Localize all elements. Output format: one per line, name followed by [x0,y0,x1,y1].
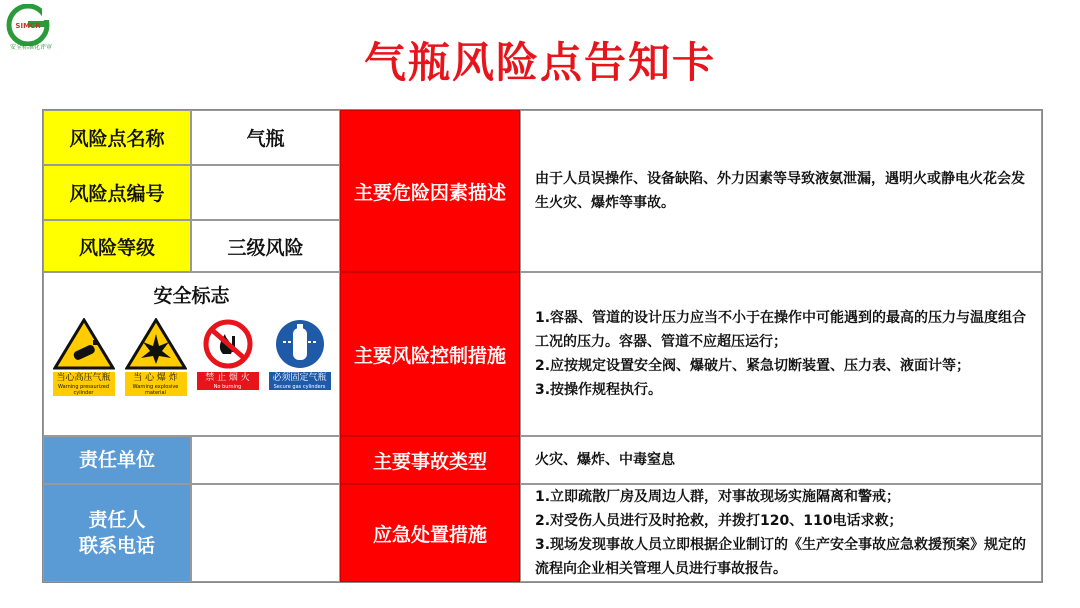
risk-code-value [191,165,340,220]
emergency-label: 应急处置措施 [340,484,520,582]
responsible-unit-label: 责任单位 [43,436,191,484]
contact-label-line1: 责任人 [88,509,146,531]
sign-caption: 禁 止 烟 火 No burning [197,372,259,390]
contact-value [191,484,340,582]
risk-code-label: 风险点编号 [43,165,191,220]
sign-explosion [125,318,187,396]
sign-caption: 当 心 爆 炸 Warning explosive material [125,372,187,396]
sign-no-burning [197,318,259,396]
control-label: 主要风险控制措施 [340,272,520,436]
secure-cylinders-icon [269,318,331,370]
no-burning-icon [197,318,259,370]
control-line-2: 2.应按规定设置安全阀、爆破片、紧急切断装置、压力表、液面计等； [535,358,971,374]
contact-label-line2: 联系电话 [78,535,155,557]
logo-text: 安全标准化评审 [9,44,52,51]
emergency-text [520,484,1042,582]
accident-type-text: 火灾、爆炸、中毒窒息 [520,436,1042,484]
risk-card [42,109,1043,583]
accident-type-label: 主要事故类型 [340,436,520,484]
sign-pressurized-cylinder [53,318,115,396]
pressurized-cylinder-warning-icon [53,318,115,370]
sign-secure-cylinders [269,318,331,396]
page-title: 气瓶风险点告知卡 [363,38,716,87]
emergency-line-3: 3.现场发现事故人员立即根据企业制订的《生产安全事故应急救援预案》规定的流程向企业相关管理人员进行事故报告。 [535,537,1027,577]
emergency-line-2: 2.对受伤人员进行及时抢救，并拨打120、110电话求救； [535,513,903,529]
safety-signs-title: 安全标志 [153,285,230,307]
risk-level-value: 三级风险 [191,220,340,272]
sign-caption: 当心高压气瓶 Warning pressurized cylinder [53,372,115,396]
responsible-unit-value [191,436,340,484]
explosion-warning-icon [125,318,187,370]
risk-level-label: 风险等级 [43,220,191,272]
control-line-1: 1.容器、管道的设计压力应当不小于在操作中可能遇到的最高的压力与温度组合工况的压力。容器、管道不应超压运行； [535,310,1027,350]
hazard-text: 由于人员误操作、设备缺陷、外力因素等导致液氨泄漏，遇明火或静电火花会发生火灾、爆炸等事故。 [520,110,1042,272]
risk-name-label: 风险点名称 [43,110,191,165]
contact-label [43,484,191,582]
control-text [520,272,1042,436]
emergency-line-1: 1.立即疏散厂房及周边人群，对事故现场实施隔离和警戒； [535,489,901,505]
risk-name-value: 气瓶 [191,110,340,165]
logo-badge: SIMCR [15,22,41,30]
sign-caption: 必须固定气瓶 Secure gas cylinders [269,372,331,390]
safety-signs-panel [43,272,340,436]
control-line-3: 3.按操作规程执行。 [535,382,663,398]
hazard-label: 主要危险因素描述 [340,110,520,272]
safety-signs-list [53,318,331,396]
